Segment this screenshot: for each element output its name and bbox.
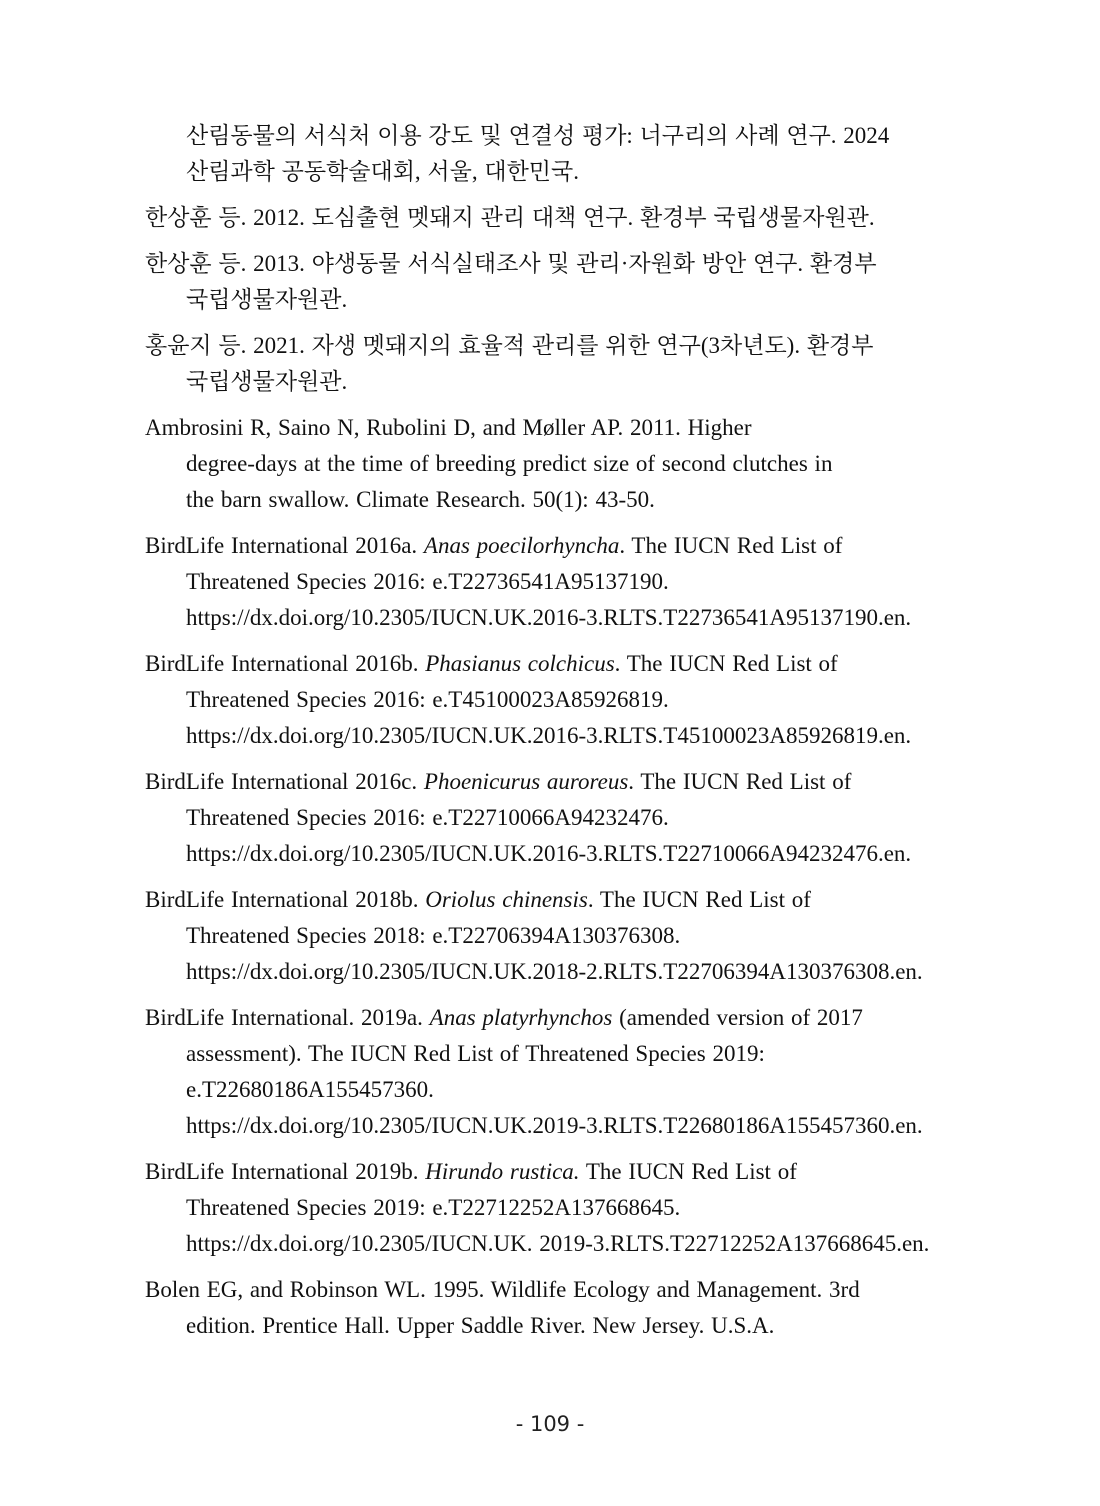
reference-entry — [145, 764, 955, 872]
reference-entry — [145, 246, 955, 318]
reference-line: 한상훈 등. 2013. 야생동물 서식실태조사 및 관리·자원화 방안 연구. 환경부 — [145, 251, 877, 276]
reference-line: Threatened Species 2016: e.T22736541A95137190. — [186, 569, 669, 594]
reference-line: 홍윤지 등. 2021. 자생 멧돼지의 효율적 관리를 위한 연구(3차년도). 환경부 — [145, 333, 874, 358]
reference-line: Threatened Species 2019: e.T22712252A137668645. — [186, 1195, 681, 1220]
reference-first-line — [145, 1154, 955, 1190]
reference-suffix: . The IUCN Red List of — [619, 533, 843, 558]
doi-link[interactable]: https://dx.doi.org/10.2305/IUCN.UK. 2019-3.RLTS.T22712252A137668645.en. — [186, 1231, 930, 1256]
reference-entry — [145, 118, 955, 190]
reference-entry — [145, 1154, 955, 1262]
reference-first-line — [145, 764, 955, 800]
reference-entry — [145, 1272, 955, 1344]
reference-line: e.T22680186A155457360. — [186, 1077, 434, 1102]
reference-entry — [145, 200, 955, 236]
reference-line: Threatened Species 2018: e.T22706394A130376308. — [186, 923, 681, 948]
reference-suffix: . The IUCN Red List of — [614, 651, 838, 676]
page-number: - 109 - — [515, 1412, 585, 1436]
species-name: Phoenicurus auroreus — [423, 769, 629, 794]
species-name: Anas platyrhynchos — [429, 1005, 613, 1030]
reference-suffix: The IUCN Red List of — [579, 1159, 797, 1184]
reference-prefix: BirdLife International 2016c. — [145, 769, 424, 794]
species-name: Anas poecilorhyncha — [423, 533, 620, 558]
reference-prefix: BirdLife International 2019b. — [145, 1159, 426, 1184]
reference-line: Bolen EG, and Robinson WL. 1995. Wildlife Ecology and Management. 3rd — [145, 1277, 860, 1302]
reference-line: Threatened Species 2016: e.T22710066A94232476. — [186, 805, 669, 830]
reference-entry — [145, 882, 955, 990]
reference-line: Ambrosini R, Saino N, Rubolini D, and Møller AP. 2011. Higher — [145, 415, 752, 440]
reference-suffix: . The IUCN Red List of — [628, 769, 852, 794]
reference-suffix: (amended version of 2017 — [612, 1005, 863, 1030]
doi-link[interactable]: https://dx.doi.org/10.2305/IUCN.UK.2018-2.RLTS.T22706394A130376308.en. — [186, 959, 923, 984]
reference-first-line — [145, 1000, 955, 1036]
reference-prefix: BirdLife International 2018b. — [145, 887, 426, 912]
reference-line: 국립생물자원관. — [186, 369, 348, 394]
reference-line: the barn swallow. Climate Research. 50(1): 43-50. — [186, 487, 655, 512]
reference-list — [145, 118, 955, 1354]
reference-entry — [145, 1000, 955, 1144]
reference-entry — [145, 410, 955, 518]
reference-first-line — [145, 646, 955, 682]
doi-link[interactable]: https://dx.doi.org/10.2305/IUCN.UK.2016-3.RLTS.T22736541A95137190.en. — [186, 605, 912, 630]
reference-line: 산림동물의 서식처 이용 강도 및 연결성 평가: 너구리의 사례 연구. 2024 — [186, 123, 890, 148]
species-name: Oriolus chinensis — [425, 887, 588, 912]
reference-line: Threatened Species 2016: e.T45100023A85926819. — [186, 687, 669, 712]
reference-line: 한상훈 등. 2012. 도심출현 멧돼지 관리 대책 연구. 환경부 국립생물자원관. — [145, 205, 875, 230]
reference-prefix: BirdLife International 2016a. — [145, 533, 424, 558]
doi-link[interactable]: https://dx.doi.org/10.2305/IUCN.UK.2016-3.RLTS.T45100023A85926819.en. — [186, 723, 912, 748]
reference-first-line — [145, 528, 955, 564]
reference-line: assessment). The IUCN Red List of Threatened Species 2019: — [186, 1041, 765, 1066]
reference-line: edition. Prentice Hall. Upper Saddle River. New Jersey. U.S.A. — [186, 1313, 775, 1338]
reference-entry — [145, 528, 955, 636]
doi-link[interactable]: https://dx.doi.org/10.2305/IUCN.UK.2019-3.RLTS.T22680186A155457360.en. — [186, 1113, 923, 1138]
reference-first-line — [145, 882, 955, 918]
reference-line: degree-days at the time of breeding predict size of second clutches in — [186, 451, 833, 476]
doi-link[interactable]: https://dx.doi.org/10.2305/IUCN.UK.2016-3.RLTS.T22710066A94232476.en. — [186, 841, 912, 866]
reference-prefix: BirdLife International 2016b. — [145, 651, 426, 676]
reference-entry — [145, 328, 955, 400]
reference-line: 산림과학 공동학술대회, 서울, 대한민국. — [186, 159, 579, 184]
species-name: Hirundo rustica. — [425, 1159, 580, 1184]
species-name: Phasianus colchicus — [425, 651, 615, 676]
reference-prefix: BirdLife International. 2019a. — [145, 1005, 430, 1030]
reference-line: 국립생물자원관. — [186, 287, 348, 312]
reference-entry — [145, 646, 955, 754]
reference-suffix: . The IUCN Red List of — [587, 887, 811, 912]
